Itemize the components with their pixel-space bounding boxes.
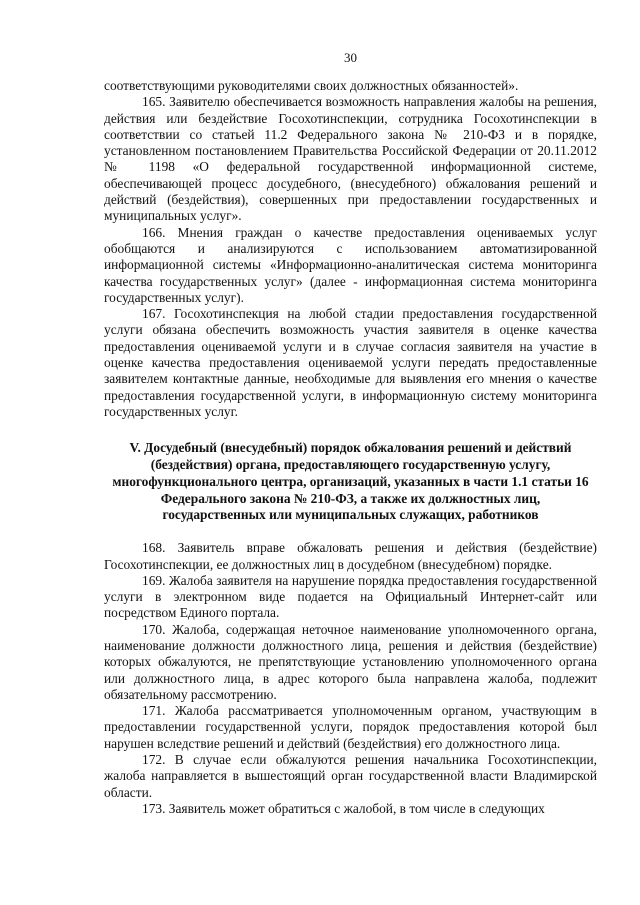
paragraph-170: 170. Жалоба, содержащая неточное наименование уполномоченного органа, наименование должности должностного лица, решения и действия (бездействие) которых обжалуются, не препятствующие установлению уполномоченного органа или должностного лица, в адрес которого была направлена жалоба, подлежит обязательному рассмотрению. [104,621,597,702]
paragraph-167: 167. Госохотинспекция на любой стадии предоставления государственной услуги обязана обеспечить возможность участия заявителя в оценке качества предоставления оцениваемой услуги и в случае согласия заявителя на участие в оценке качества предоставления оцениваемой услуги передать предоставленные заявителем контактные данные, необходимые для выявления его мнения о качестве предоставления государственной услуги, в информационную систему мониторинга государственных услуг. [104,306,597,419]
paragraph-168: 168. Заявитель вправе обжаловать решения и действия (бездействие) Госохотинспекции, ее должностных лиц в досудебном (внесудебном) порядке. [104,540,597,572]
page-number: 30 [344,50,357,65]
paragraph-169: 169. Жалоба заявителя на нарушение порядка предоставления государственной услуги в электронном виде подается на Официальный Интернет-сайт или посредством Единого портала. [104,572,597,621]
paragraph-165: 165. Заявителю обеспечивается возможность направления жалобы на решения, действия или бездействие Госохотинспекции, сотрудника Госохотинспекции в соответствии со статьей 11.2 Федерального закона № 210-ФЗ и в порядке, установленном постановлением Правительства Российской Федерации от 20.11.2012 № 1198 «О федеральной государственной информационной системе, обеспечивающей процесс досудебного, (внесудебного) обжалования решений и действий (бездействия), совершенных при предоставлении государственных и муниципальных услуг». [104,94,597,224]
paragraph-172: 172. В случае если обжалуются решения начальника Госохотинспекции, жалоба направляется в вышестоящий орган государственной власти Владимирской области. [104,752,597,800]
paragraph-173: 173. Заявитель может обратиться с жалобой, в том числе в следующих [142,800,545,816]
paragraph-171: 171. Жалоба рассматривается уполномоченным органом, участвующим в предоставлении государственной услуги, порядок предоставления которой был нарушен вследствие решений и действий (бездействия) его должностного лица. [104,703,597,751]
paragraph-166: 166. Мнения граждан о качестве предоставления оцениваемых услуг обобщаются и анализируются с использованием автоматизированной информационной системы «Информационно-аналитическая система мониторинга качества государственных услуг» (далее - информационная система мониторинга государственных услуг). [104,224,597,305]
paragraph-continuation: соответствующими руководителями своих должностных обязанностей». [104,78,519,93]
section-heading: V. Досудебный (внесудебный) порядок обжалования решений и действий (бездействия) органа, предоставляющего государственную услугу, многофункционального центра, организаций, указанных в части 1.1 статьи 16 Федерального закона № 210-ФЗ, а также их должностных лиц, государственных или муниципальных служащих, работников [112,440,589,523]
